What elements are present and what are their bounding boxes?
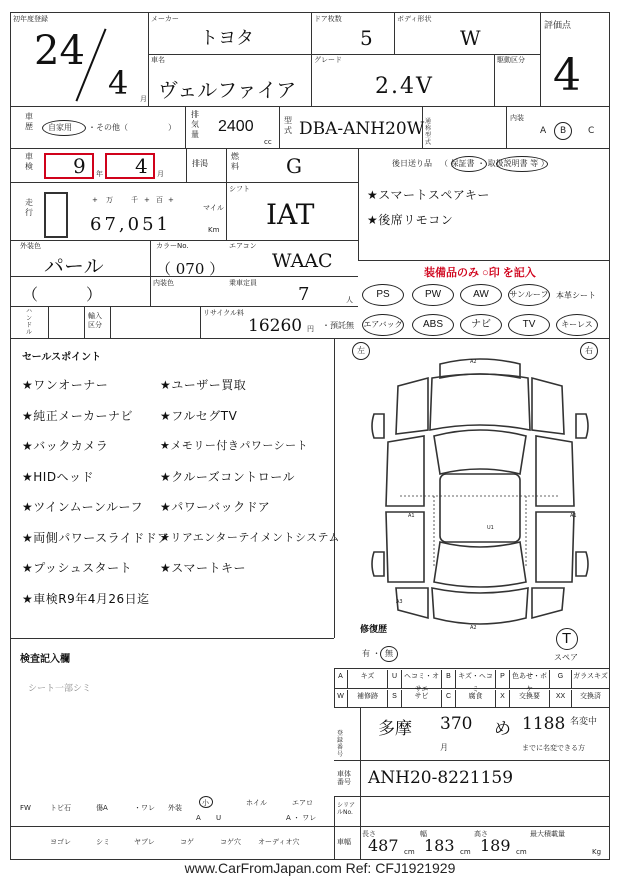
doors-label: ドア枚数 [314,15,342,23]
sales-point-right: ★リアエンターテイメントシステム [160,530,340,544]
recycle-label: リサイクル料 [203,309,245,317]
exterior-color-label: 外装色 [20,242,41,250]
carname-label: 車名 [151,56,165,64]
after-items-label: 後日送り品 [392,159,432,168]
height-value: 189 [480,836,511,855]
equipment-item: AW [460,284,502,306]
inspection-month-unit: 月 [157,170,164,178]
damage-legend-cell: キズ・ヘコミ [456,670,496,688]
first-registration-month: 4 [108,64,129,102]
inspection-year: 9 [73,154,86,178]
koge-label: コゲ [180,838,194,846]
repair-history-none: 無 [385,649,393,658]
max-load-kg: Kg [592,848,602,856]
capacity-value: 7 [298,284,310,305]
sales-point-left: ★HIDヘッド [22,469,95,484]
color-no-value: （ 070 ） [156,260,225,278]
aero-label: エアロ [292,799,313,807]
displacement-value: 2400 [218,118,254,135]
shimi-label: シミ [96,838,110,846]
interior-color-label: 内装色 [153,279,174,287]
first-registration-year: 24 [34,28,85,74]
damage-legend-cell: ガラスキズ [572,670,610,688]
height-cm: cm [516,848,527,856]
audio-label: オーディオ穴 [258,838,300,846]
plate-class: 370 [440,714,473,734]
sales-point-right: ★クルーズコントロール [160,469,296,484]
serial-label: シリアルNo. [337,802,356,816]
chassis-label: 車体番号 [337,770,351,786]
mileage-plus-mark-2: + [144,196,150,204]
inspection-label: 車検 [25,152,33,171]
length-value: 487 [368,836,399,855]
tobi-label: トビ石 [50,804,71,812]
handle-label: ハンドル [26,308,33,336]
car-diagram [370,356,590,636]
width-cm: cm [460,848,471,856]
model-code: DBA-ANH20W [299,119,425,139]
mileage-hundred: 百 [156,196,163,204]
shift-label: シフト [229,185,250,193]
interior-grade-a: A [540,126,547,136]
damage-legend-cell: 交換済 [572,690,610,708]
repair-history-label: 修復歴 [360,624,388,634]
interior-grade-c: C [588,126,595,136]
interior-grade-b: B [560,126,567,136]
sales-point-left: ★純正メーカーナビ [22,408,134,423]
mileage-km-label: Km [208,226,220,234]
month-unit: 月 [140,95,147,103]
recycle-yen: 円 [307,325,314,333]
damage-legend-cell: 腐食 [456,690,496,708]
equipment-item: ABS [412,314,454,336]
sales-point-left: ★バックカメラ [22,439,109,453]
inspection-year-unit: 年 [96,170,103,178]
diagram-mark-u1: U1 [487,525,494,531]
equipment-item: PW [412,284,454,306]
exhaust-label: 排渇 [192,159,208,168]
name-change-month: 月 [440,743,448,752]
equipment-item: サンルーフ [508,284,550,306]
after-items-list: （ 保証書 ・ 取扱説明書 等 ） [440,159,549,168]
wheel-label: ホイル [246,799,267,807]
cc-unit: cc [264,138,272,146]
note-rear-remote: ★後席リモコン [367,213,454,227]
damage-legend-cell: G [550,670,572,688]
inspection-year-box [44,153,94,179]
import-label: 輸入区分 [88,312,102,329]
chassis-number: ANH20-8221159 [368,768,514,788]
equipment-item: キーレス [556,314,598,336]
equipment-item: 本革シート [556,291,596,300]
recycle-value: 16260 [248,316,303,336]
gaiso-a: A [196,814,201,822]
body-label: ボディ形状 [397,15,432,23]
sales-point-left: ★ワンオーナー [22,378,109,392]
dims-label: 車幅 [337,838,351,846]
equipment-title: 装備品のみ ○印 を記入 [424,267,536,279]
left-side-label: 左 [357,346,365,355]
type-label: 型式 [284,116,292,135]
sales-point-right: ★メモリー付きパワーシート [160,439,309,452]
commute-label: 通称型式 [425,118,432,146]
damage-legend-cell: A [334,670,348,688]
exterior-color-value: パール [44,254,104,278]
damage-legend-cell: P [496,670,510,688]
damage-legend-cell: 交換要 [510,690,550,708]
equipment-item: PS [362,284,404,306]
gaiso-label: 外装 [168,804,182,812]
evaluation-score: 4 [553,50,581,101]
kake-label: 傷A [96,804,108,812]
history-close: ） [168,123,176,132]
maker-value: トヨタ [200,28,254,49]
damage-legend-cell: キズ [348,670,388,688]
warranty-circle [451,156,487,172]
body-value: W [460,26,481,50]
diagram-mark-a2-top: A2 [470,359,477,365]
doors-value: 5 [360,26,373,50]
damage-legend-cell: C [442,690,456,708]
damage-legend-cell: サビ [402,690,442,708]
fuel-label: 燃料 [231,152,239,171]
damage-legend-cell: W [334,690,348,708]
fw-label: FW [20,804,31,812]
damage-legend-cell: XX [550,690,572,708]
mileage-mile-label: マイル [203,204,224,212]
sales-point-right: ★フルセグTV [160,408,238,423]
mileage-box [44,192,68,238]
spare-tire-label: スペア [554,653,578,662]
capacity-unit: 人 [346,296,353,304]
spare-tire-mark: T [562,630,572,647]
sales-point-right: ★ユーザー買取 [160,378,247,392]
max-load-label: 最大積載量 [530,830,565,838]
manual-circle [496,156,548,172]
mileage-label: 走行 [25,198,33,217]
damage-legend-cell: U [388,670,402,688]
kogeana-label: コゲ穴 [220,838,241,846]
inspection-notes-title: 検査記入欄 [20,654,70,665]
sales-point-left: ★ツインムーンルーフ [22,500,143,514]
inspection-notes-text: シート一部シミ [28,684,92,694]
diagram-mark-a3: A3 [396,599,403,605]
diagram-mark-a1-left: A1 [408,513,415,519]
damage-legend-cell: 補修跡 [348,690,388,708]
grade-label: グレード [314,56,342,64]
aircon-label: エアコン [229,242,257,250]
history-private: 自家用 [48,123,72,132]
mileage-plus-marks: + [92,196,98,204]
drive-label: 駆動区分 [497,56,525,64]
watermark: www.CarFromJapan.com Ref: CFJ1921929 [184,860,456,876]
name-change: 名変中 [570,717,598,727]
plate-label: 登録番号 [337,730,344,758]
sho-label: 小 [202,799,209,807]
sales-points-title: セールスポイント [22,352,102,363]
damage-legend-cell: X [496,690,510,708]
carname-value: ヴェルファイア [158,78,297,102]
sales-point-left: ★両側パワースライドドア [22,530,170,545]
grade-value: 2.4V [375,74,434,99]
damage-legend-cell: 色あせ・ボケ [510,670,550,688]
inspection-month: 4 [135,154,148,178]
interior-paren-close: ） [86,285,103,304]
diagram-mark-a2-bottom: A2 [470,625,477,631]
color-no-label: カラーNo. [156,242,189,250]
plate-number: 1188 [522,714,566,734]
damage-legend-cell: S [388,690,402,708]
mileage-thousand: 千 [131,196,138,204]
mileage-value: 67,051 [90,214,171,235]
length-cm: cm [404,848,415,856]
damage-legend-cell: B [442,670,456,688]
note-smart-spare-key: ★スマートスペアキー [367,188,490,202]
history-other: ・その他（ [88,123,128,132]
equipment-item: ナビ [460,314,502,336]
fuel-value: G [286,154,302,178]
sales-point-left: ★車検R9年4月26日迄 [22,591,150,606]
name-change-deadline: までに名変できる方 [522,744,585,752]
yogore-label: ヨゴレ [50,838,71,846]
capacity-label: 乗車定員 [229,279,257,287]
height-label: 高さ [474,830,488,838]
sales-point-right: ★スマートキー [160,561,247,575]
displacement-label: 排気量 [191,110,199,139]
width-value: 183 [424,836,455,855]
interior-paren-open: （ [22,285,39,304]
evaluation-label: 評価点 [544,21,572,31]
first-registration-label: 初年度登録 [13,15,48,23]
plate-region: 多摩 [378,719,412,739]
plate-kana: め [494,719,511,739]
right-side-label: 右 [585,346,593,355]
maker-label: メーカー [151,15,179,23]
damage-legend-cell: ヘコミ・オサエ [402,670,442,688]
length-label: 長さ [362,830,376,838]
gaiso-u: U [216,814,222,822]
history-label: 車歴 [25,112,33,131]
recycle-deposit: ・預託無 [322,321,354,330]
interior-grade-label: 内装 [510,114,524,122]
sales-point-right: ★パワーバックドア [160,500,271,514]
mileage-plus-mark-3: + [168,196,174,204]
equipment-item: エアバッグ [362,314,404,336]
yabure-label: ヤブレ [134,838,155,846]
repair-history-prefix: 有 ・ [362,649,381,658]
shift-value: IAT [266,198,315,231]
width-label: 幅 [420,830,427,838]
ware-label: ・ワレ [134,804,155,812]
equipment-item: TV [508,314,550,336]
mileage-ten-thousand: 万 [106,196,113,204]
aircon-value: WAAC [272,250,333,272]
diagram-mark-a1-right: A1 [570,513,577,519]
sales-point-left: ★プッシュスタート [22,561,133,575]
aero-options: A ・ ワレ [286,814,317,822]
